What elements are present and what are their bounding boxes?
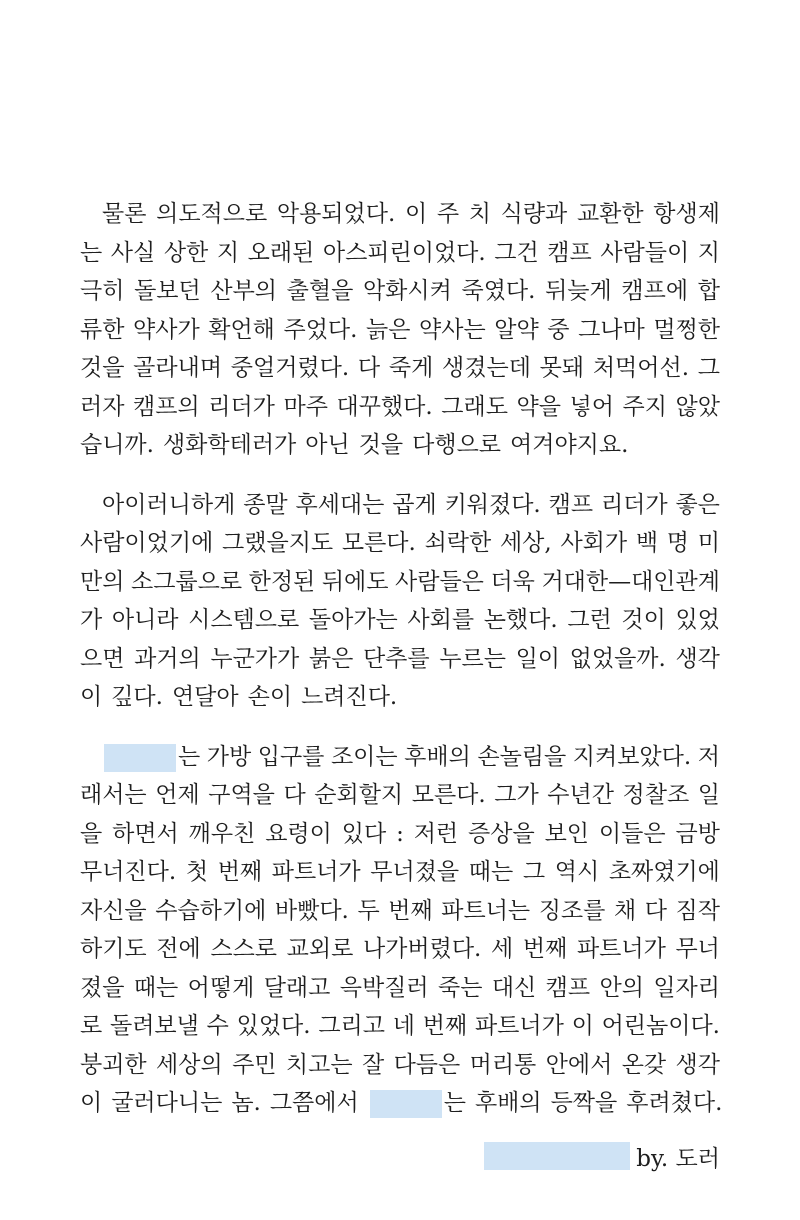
word: 어린놈이다.: [601, 1013, 720, 1039]
word: 있다: [341, 820, 387, 847]
word: 스스로: [210, 936, 278, 962]
text-line: [80, 969, 720, 1008]
word: 후배의: [404, 743, 471, 770]
word: 것이: [621, 607, 666, 633]
word: 사람들이: [600, 239, 690, 266]
word: 주민: [232, 1051, 277, 1078]
word: 손이: [247, 684, 293, 710]
word: 때는: [133, 974, 179, 1001]
text-line: [80, 815, 720, 854]
word: 번째: [217, 859, 263, 885]
word: 안의: [599, 974, 644, 1001]
word: 아스피린이었다.: [322, 239, 486, 266]
word: 그리고: [318, 1013, 385, 1039]
text-line: [80, 195, 720, 234]
author-signature: [484, 1140, 720, 1172]
word: 파트너가: [271, 859, 361, 885]
word: 캠프: [545, 974, 591, 1001]
word: 오래된: [247, 239, 315, 266]
text-line: [80, 853, 720, 892]
word: 윽박질러: [339, 974, 429, 1001]
word: 치: [468, 201, 491, 227]
word: 식량과: [500, 201, 568, 227]
word: 있었: [675, 607, 720, 633]
word: 생각: [675, 645, 720, 672]
word: 중얼거렸다.: [230, 355, 350, 381]
word: 지켜보았다.: [572, 743, 692, 770]
text-line: [80, 311, 720, 350]
word: 무너: [675, 936, 720, 962]
word: 생화학테러가: [162, 432, 297, 458]
paragraph: [80, 486, 720, 717]
word: 습니까.: [80, 432, 154, 458]
word: 다: [283, 782, 306, 808]
word: 돌아가는: [308, 607, 398, 633]
word: 주었다.: [283, 316, 358, 343]
word: 그나마: [578, 316, 645, 343]
word: 첫: [185, 859, 209, 885]
word: 그랬을지도: [222, 530, 334, 556]
word: 언제: [155, 782, 200, 808]
word: 다듬은: [393, 1051, 461, 1078]
word: 세상,: [499, 530, 552, 556]
word: 그건: [494, 239, 539, 266]
word: 이: [404, 201, 428, 227]
word: 채: [613, 897, 637, 924]
word: 모른다.: [411, 782, 486, 808]
word: 번째: [422, 1013, 468, 1039]
word: 만의: [80, 568, 125, 595]
word: 잘: [361, 1051, 385, 1078]
text-line: [80, 1007, 720, 1046]
word: 죽게: [388, 355, 434, 381]
word: 이들은: [598, 820, 666, 847]
word: 파트너는: [441, 897, 531, 924]
word: 아니라: [111, 607, 179, 633]
word: 출혈을: [286, 278, 354, 304]
word: 다: [644, 897, 667, 924]
word: 중: [547, 316, 570, 343]
word: 금방: [675, 820, 720, 847]
word: 사회를: [407, 607, 475, 633]
word: 약사가: [133, 316, 200, 343]
word: 후배의: [474, 1090, 542, 1116]
word: 두: [357, 897, 380, 924]
word: 일: [697, 782, 720, 808]
word: 하기도: [80, 936, 147, 962]
word: 소그룹으로: [130, 568, 243, 595]
word: 지: [697, 239, 720, 266]
word: 뒤에도: [321, 568, 389, 595]
text-line: [80, 640, 720, 679]
word: 조이는: [330, 743, 398, 770]
word: 붉은: [308, 645, 354, 672]
word: 캠프: [547, 239, 592, 266]
word: 연달아: [171, 684, 239, 710]
word: 그가: [494, 782, 539, 808]
word: 항생제: [653, 201, 720, 227]
word: 수습하기에: [155, 897, 267, 924]
word: 다행으로: [412, 432, 502, 458]
word: 일자리: [653, 974, 720, 1001]
word: 약사는: [419, 316, 486, 343]
word: 골라내며: [133, 355, 223, 381]
word: 무너진다.: [80, 859, 177, 885]
word: 지: [216, 239, 240, 266]
word: 느려진다.: [301, 684, 398, 710]
word: 온갖: [621, 1051, 667, 1078]
text-line: [80, 426, 720, 465]
word: 쇠락한: [424, 530, 492, 556]
word: 을: [80, 820, 103, 847]
text-line: [80, 349, 720, 388]
word: 치고는: [285, 1051, 353, 1078]
redacted-author-name: [484, 1142, 630, 1170]
word: :: [396, 820, 404, 847]
word: 마주: [283, 393, 328, 420]
word: 사람들은: [395, 568, 484, 595]
word: 으면: [80, 645, 125, 672]
word: 의도적으로: [156, 201, 268, 227]
word: 순회할지: [314, 782, 404, 808]
word: 전에: [156, 936, 201, 962]
word: 세: [491, 936, 514, 962]
word: 악용되었다.: [276, 201, 396, 227]
word: 명: [666, 530, 690, 556]
word: 번째: [388, 897, 433, 924]
word: 곱게: [392, 491, 437, 518]
word: 이: [80, 1090, 103, 1116]
word: 안에서: [545, 1051, 613, 1078]
word: 죽는: [438, 974, 483, 1001]
word: 생각: [675, 1051, 720, 1078]
word: 저: [697, 743, 720, 770]
word: 좋은: [675, 491, 720, 518]
word: 후려쳤다.: [626, 1090, 723, 1116]
word: 사회가: [560, 530, 628, 556]
word: 키워졌다.: [444, 491, 541, 518]
word: 아닌: [305, 432, 350, 458]
text-line: [80, 678, 720, 717]
word: 세상의: [156, 1051, 223, 1078]
word: 때는: [468, 859, 514, 885]
word: 미: [697, 530, 720, 556]
word: 자신을: [80, 897, 147, 924]
word: 이: [571, 1013, 594, 1039]
text-line: [80, 272, 720, 311]
word: 종말: [243, 491, 288, 518]
word: 늙은: [366, 316, 411, 343]
word: 머리통: [469, 1051, 537, 1078]
word: 무너졌을: [370, 859, 460, 885]
paragraph: [80, 195, 720, 465]
word: 더욱: [490, 568, 535, 595]
word: 류한: [80, 316, 125, 343]
word: 파트너가: [474, 1013, 564, 1039]
word: 는: [102, 738, 200, 777]
word: 않았: [675, 393, 720, 420]
word: 캠프의: [133, 393, 200, 420]
word: 누르는: [439, 645, 506, 672]
word: 대신: [491, 974, 537, 1001]
word: 증상을: [468, 820, 535, 847]
word: 있었다.: [236, 1013, 311, 1039]
text-line: [80, 930, 720, 969]
word: 백: [635, 530, 659, 556]
word: 사람이었기에: [80, 530, 214, 556]
word: 깊다.: [111, 684, 163, 710]
word: 바빴다.: [274, 897, 349, 924]
text-line: [80, 892, 720, 931]
text-line: [80, 1084, 723, 1123]
word: 징조를: [538, 897, 606, 924]
word: 짐작: [675, 897, 720, 924]
word: 손놀림을: [477, 743, 567, 770]
word: 놈.: [231, 1090, 261, 1116]
word: 캠프: [548, 491, 594, 518]
text-line: [80, 601, 720, 640]
word: 것을: [358, 432, 404, 458]
word: 교외로: [286, 936, 354, 962]
word: 캠프에: [621, 278, 689, 304]
word: 로: [80, 1013, 103, 1039]
redacted-name: [104, 744, 176, 772]
word: 번째: [522, 936, 568, 962]
word: 수년간: [547, 782, 614, 808]
word: 한정된: [248, 568, 316, 595]
text-line: [80, 486, 720, 525]
word: 초짜였기에: [608, 859, 720, 885]
word: 산부의: [210, 278, 278, 304]
paragraph: [80, 738, 723, 1123]
story-text: [80, 195, 723, 1144]
word: 단추를: [362, 645, 430, 672]
word: 깨우친: [188, 820, 256, 847]
word: 굴러다니는: [111, 1090, 223, 1116]
word: 뒤늦게: [545, 278, 612, 304]
word: 후세대는: [295, 491, 385, 518]
word: 역시: [554, 859, 600, 885]
word: 나가버렸다.: [362, 936, 482, 962]
word: 그래도: [441, 393, 508, 420]
word: 돌려보낼: [109, 1013, 199, 1039]
word: 파트너가: [576, 936, 666, 962]
author-byline: by. 도러: [636, 1145, 720, 1172]
word: 그: [522, 859, 546, 885]
word: 가방: [206, 743, 252, 770]
text-line: [80, 563, 720, 602]
text-line: [80, 738, 720, 777]
word: 누군가가: [210, 645, 300, 672]
word: 생겼는데: [442, 355, 531, 381]
word: 수: [206, 1013, 229, 1039]
word: 저런: [413, 820, 459, 847]
text-line: [80, 1046, 720, 1085]
word: 죽였다.: [461, 278, 536, 304]
word: 요령이: [265, 820, 332, 847]
word: 일이: [515, 645, 560, 672]
word: 는: [80, 239, 103, 266]
word: 못돼: [539, 355, 585, 381]
word: 약을: [516, 393, 561, 420]
word: 모른다.: [341, 530, 416, 556]
word: 논했다.: [483, 607, 558, 633]
word: 아이러니하게: [102, 491, 236, 518]
word: 주지: [622, 393, 667, 420]
word: 주: [436, 201, 460, 227]
word: 그쯤에서: [269, 1090, 359, 1116]
word: 것을: [80, 355, 125, 381]
word: 보인: [544, 820, 590, 847]
word: 그: [697, 355, 720, 381]
word: 합: [697, 278, 720, 304]
word: 시스템으로: [188, 607, 300, 633]
word: 붕괴한: [80, 1051, 147, 1078]
word: 대꾸했다.: [336, 393, 433, 420]
redacted-name: [370, 1090, 442, 1118]
word: 러자: [80, 393, 125, 420]
word: 이: [80, 684, 103, 710]
word: 교환한: [576, 201, 644, 227]
word: 과거의: [134, 645, 201, 672]
word: 네: [392, 1013, 415, 1039]
word: 래서는: [80, 782, 147, 808]
word: 리더가: [600, 491, 668, 518]
word: 그런: [567, 607, 612, 633]
word: 돌보던: [134, 278, 201, 304]
word: 가: [80, 607, 103, 633]
word: 처먹어선.: [592, 355, 690, 381]
word: 리더가: [208, 393, 275, 420]
word: 어떻게: [187, 974, 255, 1001]
word: 상한: [163, 239, 209, 266]
text-line: [80, 776, 720, 815]
word: 여겨야지요.: [510, 432, 629, 458]
word: 거대한—대인관계: [541, 568, 720, 595]
word: 멀쩡한: [653, 316, 720, 343]
word: 알약: [494, 316, 539, 343]
word: 사실: [110, 239, 156, 266]
text-line: [80, 388, 720, 427]
word: 다: [357, 355, 381, 381]
text-line: [80, 524, 720, 563]
word: 물론: [102, 201, 147, 227]
word: 악화시켜: [362, 278, 452, 304]
word: 입구를: [257, 743, 325, 770]
word: 구역을: [208, 782, 275, 808]
word: 정찰조: [622, 782, 690, 808]
word: 달래고: [263, 974, 331, 1001]
word: 는: [368, 1084, 466, 1123]
word: 등짝을: [550, 1090, 618, 1116]
word: 극히: [80, 278, 125, 304]
text-line: [80, 234, 720, 273]
word: 하면서: [112, 820, 179, 847]
word: 넣어: [569, 393, 614, 420]
word: 졌을: [80, 974, 125, 1001]
word: 없었을까.: [569, 645, 666, 672]
word: 확언해: [208, 316, 275, 343]
